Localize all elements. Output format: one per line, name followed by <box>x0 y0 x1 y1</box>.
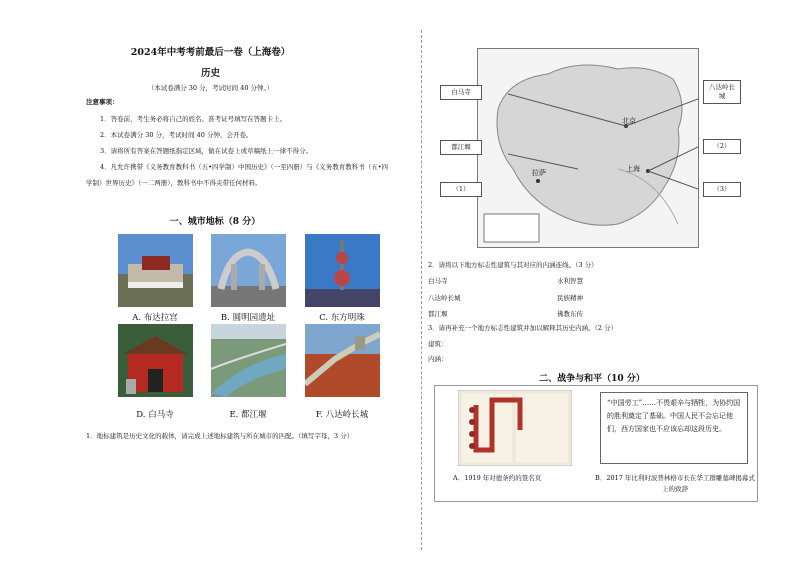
match-left-item: 八达岭长城 <box>428 294 461 302</box>
match-right-item: 佛教东传 <box>557 310 583 318</box>
exam-title: 2024年中考考前最后一卷（上海卷） <box>130 47 291 58</box>
oriental-pearl-photo <box>305 234 380 307</box>
caption-a: A．1919 年对德条约的签名页 <box>453 474 542 482</box>
match-left-item: 都江堰 <box>428 310 448 318</box>
subject-title: 历史 <box>200 68 220 79</box>
map-label-blank-1: （1） <box>440 182 482 197</box>
yuanmingyuan-photo <box>211 234 286 307</box>
great-wall-photo <box>305 324 380 397</box>
notice-item: 4．凡允许携带《义务教育教科书（五•四学制）中国历史》（一至四册）与《义务教育教科书（五•四 <box>100 163 389 171</box>
meaning-field-label: 内涵： <box>428 355 448 363</box>
dujiangyan-photo <box>211 324 286 397</box>
map-city-label: 北京 <box>622 117 636 125</box>
notice-item: 1．答卷前，考生务必将自己的姓名、准考证号填写在答题卡上。 <box>100 115 287 123</box>
question3-text: 3．请再补充一个地方标志性建筑并加以解释其历史内涵。（2 分） <box>428 324 618 332</box>
section2-heading: 二、战争与和平（10 分） <box>539 374 645 384</box>
notice-item: 2．本试卷满分 30 分，考试时间 40 分钟，会开卷。 <box>100 131 253 139</box>
map-label-baimasi: 白马寺 <box>440 85 482 100</box>
photo-caption: A. 布达拉宫 <box>132 313 178 323</box>
exam-info: （本试卷满分 30 分，考试时间 40 分钟。） <box>147 84 274 92</box>
notice-item: 3．请将所有答案在答题纸指定区域，做在试卷上或草稿纸上一律不得分。 <box>100 147 313 155</box>
question2-text: 2．请将以下地方标志性建筑与其对应的内涵连线。（3 分） <box>428 261 598 269</box>
map-label-dujiangyan: 都江堰 <box>440 140 482 155</box>
potala-photo <box>118 234 193 307</box>
photo-caption: E. 都江堰 <box>229 410 267 420</box>
match-left-item: 白马寺 <box>428 277 448 285</box>
photo-caption: C. 东方明珠 <box>319 313 365 323</box>
notice-item: 学制）世界历史》（一二两册），教科书中不得夹带任何材料。 <box>86 179 262 187</box>
white-horse-temple-photo <box>118 324 193 397</box>
column-divider <box>421 30 422 550</box>
quote-box: “中国劳工”……不畏艰辛与牺牲，为协约国的胜利奠定了基础。中国人民不会忘记他们，西方国家也不应该忘却这段历史。 <box>600 392 748 464</box>
question1-text: 1．地标建筑是历史文化的载体，请完成上述地标建筑与所在城市的匹配。（填写字母，3 分） <box>86 432 354 440</box>
building-field-label: 建筑： <box>428 340 448 348</box>
match-right-item: 民族精神 <box>557 294 583 302</box>
photo-caption: F. 八达岭长城 <box>315 410 369 420</box>
match-right-item: 水利智慧 <box>557 277 583 285</box>
notice-heading: 注意事项： <box>86 98 119 106</box>
map-label-blank-3: （3） <box>703 182 741 197</box>
map-label-badaling: 八达岭长城 <box>703 80 741 104</box>
photo-caption: D. 白马寺 <box>136 410 174 420</box>
caption-b: B．2017 年比利时波普林格市长在华工群雕墓碑揭幕式上的致辞 <box>595 474 755 493</box>
map-label-blank-2: （2） <box>703 139 741 154</box>
china-map <box>477 48 699 248</box>
map-city-label: 上海 <box>626 165 640 173</box>
photo-caption: B. 圆明园遗址 <box>220 313 276 323</box>
section1-heading: 一、城市地标（8 分） <box>169 217 261 227</box>
treaty-signature-page <box>458 390 572 466</box>
map-city-label: 拉萨 <box>532 169 546 177</box>
